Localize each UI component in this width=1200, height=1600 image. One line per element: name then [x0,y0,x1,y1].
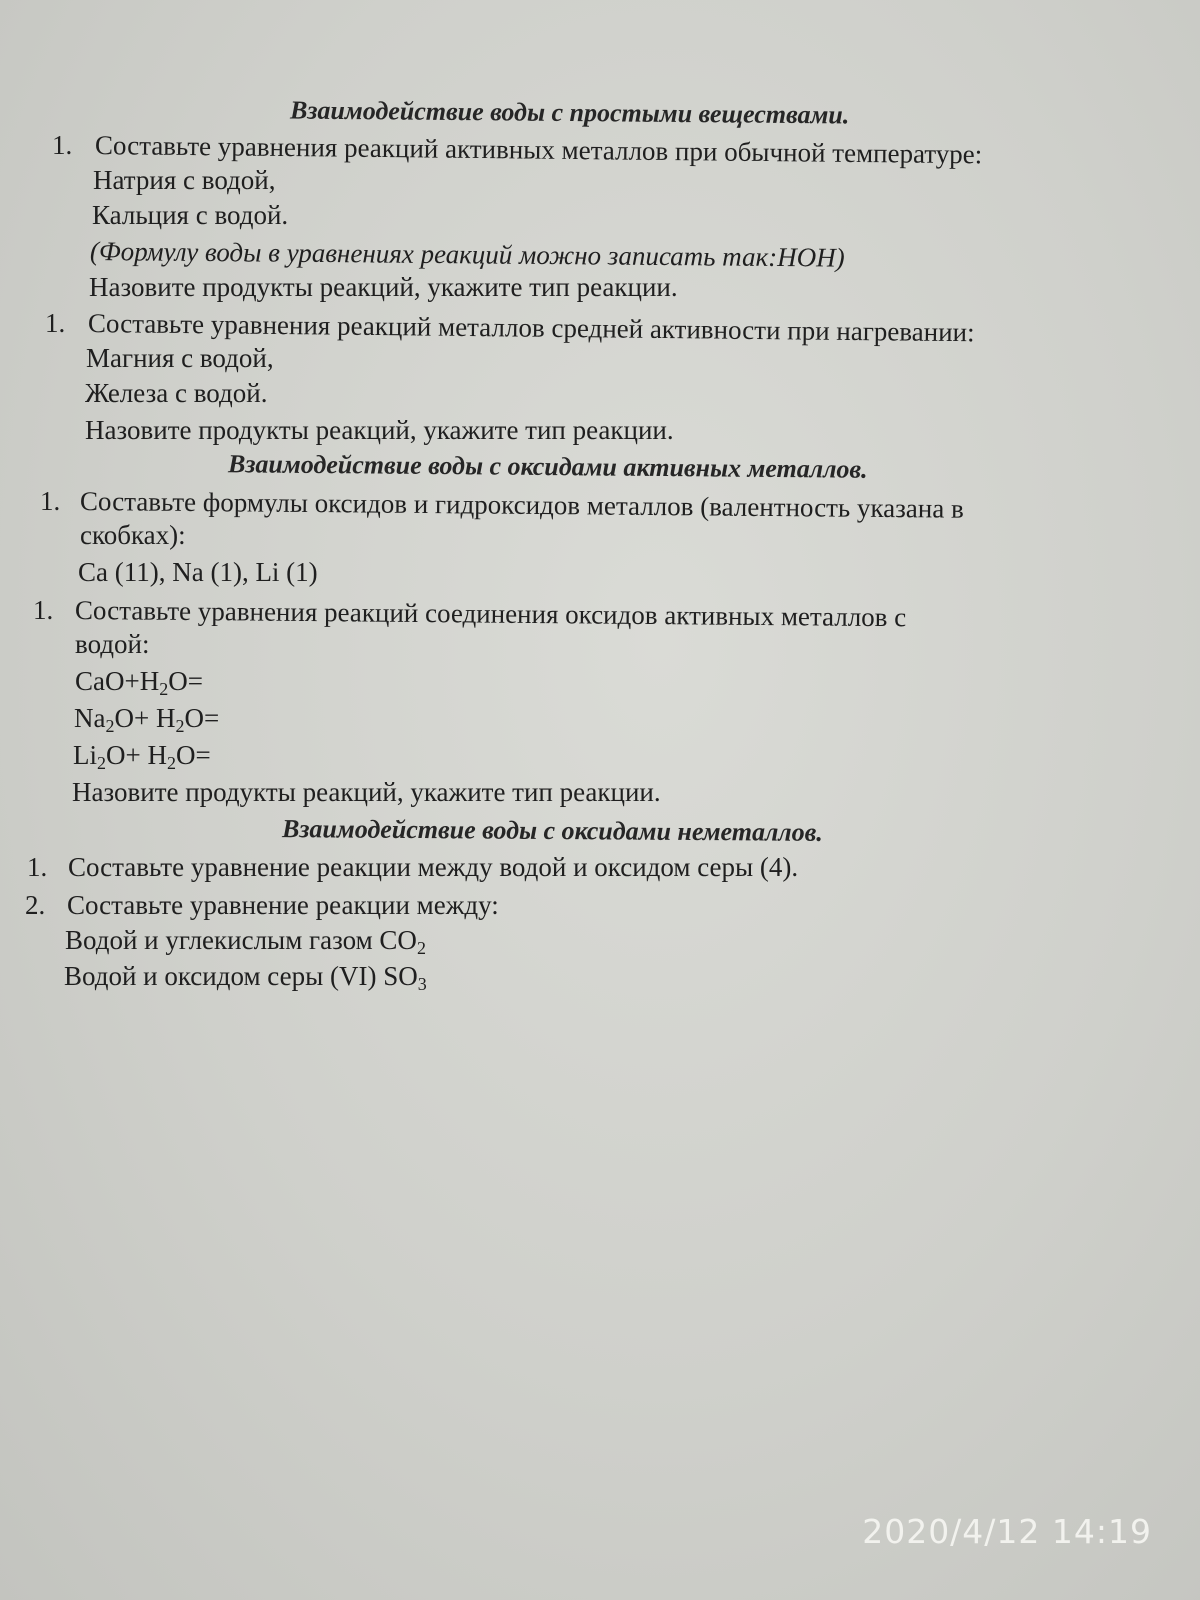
task-text: Составьте уравнения реакций металлов средней активности при нагревании: [87,308,975,348]
task-text: Составьте уравнения реакций активных металлов при обычной температуре: [94,130,983,170]
equation-cao: $CaO+H_2O=$ [75,666,203,699]
task-line: Магния с водой, [86,343,274,373]
task-text: Составьте уравнение реакции между водой и оксидом серы (4). [68,852,799,882]
task-text: Составьте уравнения реакций соединения оксидов активных металлов с [74,595,907,633]
metals-list: Ca (11), Na (1), Li (1) [78,557,318,587]
section-title-active-metal-oxides: Взаимодействие воды с оксидами активных металлов. [227,449,868,484]
section-title-nonmetal-oxides: Взаимодействие воды с оксидами неметаллов. [281,814,823,847]
equation-na2o: $Na_2O+ H_2O=$ [74,703,220,736]
task-number: 1. [45,308,66,338]
task-text: Составьте уравнение реакции между: [67,890,499,920]
task-text-continued: водой: [75,629,150,659]
equation-li2o: $Li_2O+ H_2O=$ [73,740,211,773]
task-text-continued: скобках): [80,520,186,550]
task-line-so3: Водой и оксидом серы (VI) $SO_3$ [64,961,427,994]
photo-timestamp: 2020/4/12 14:19 [862,1512,1152,1551]
task-instruction: Назовите продукты реакций, укажите тип реакции. [72,777,661,807]
task-number: 1. [52,130,73,160]
task-number: 1. [27,852,48,882]
task-number: 1. [33,595,54,625]
task-instruction: Назовите продукты реакций, укажите тип реакции. [85,415,674,445]
section-title-simple-substances: Взаимодействие воды с простыми веществами. [289,95,850,130]
task-instruction: Назовите продукты реакций, укажите тип реакции. [89,272,678,302]
task-number: 2. [25,890,46,920]
task-note: (Формулу воды в уравнениях реакций можно записать так:HOH) [89,236,845,273]
task-number: 1. [40,486,61,516]
task-text: Составьте формулы оксидов и гидроксидов металлов (валентность указана в [79,486,964,524]
task-line: Железа с водой. [85,378,268,408]
task-line: Кальция с водой. [92,200,289,230]
task-line-co2: Водой и углекислым газом $CO_2$ [65,925,426,958]
task-line: Натрия с водой, [93,165,276,195]
